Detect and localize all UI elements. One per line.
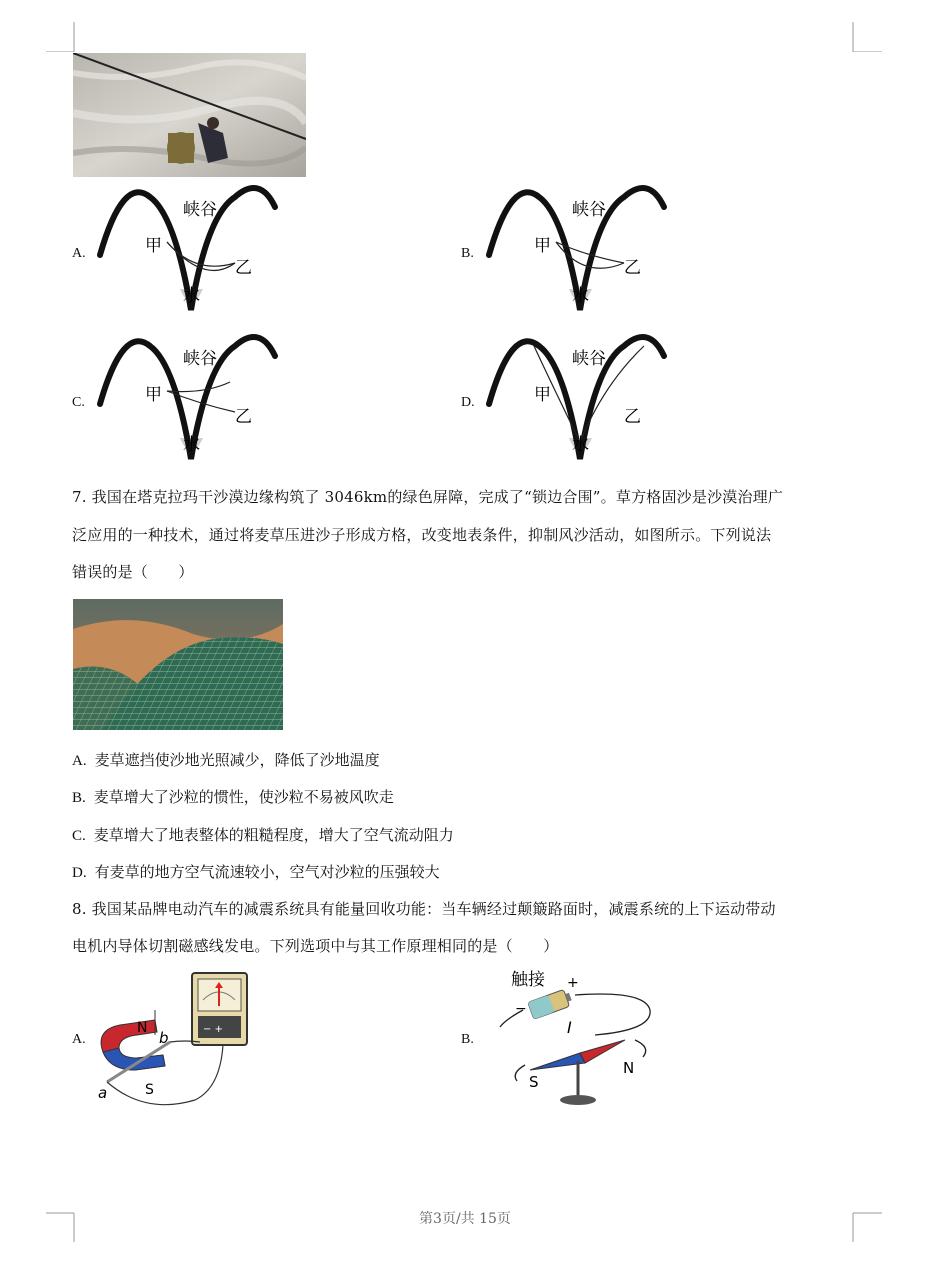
needle-s-label: S <box>529 1073 539 1091</box>
q8-line-2: 电机内导体切割磁感线发电。下列选项中与其工作原理相同的是（ ） <box>72 937 559 955</box>
q6-option-c-gorge-diagram <box>95 334 280 469</box>
point-yi-label: 乙 <box>235 407 252 427</box>
zipline-photo <box>73 53 306 177</box>
point-yi-label: 乙 <box>235 258 252 278</box>
battery-icon <box>528 988 574 1019</box>
svg-text:− +: − + <box>203 1024 223 1035</box>
water-label: 水 <box>572 435 589 455</box>
water-label: 水 <box>183 435 200 455</box>
q6-option-d-label[interactable]: D. <box>461 395 475 410</box>
q6-option-a-gorge-diagram <box>95 185 280 320</box>
choice-letter: B. <box>72 790 86 806</box>
choice-text: 麦草增大了地表整体的粗糙程度，增大了空气流动阻力 <box>93 826 454 844</box>
touch-label: 触接 <box>511 970 545 990</box>
q8-option-b-diagram <box>495 965 665 1115</box>
q6-option-b-gorge-diagram <box>484 185 669 320</box>
battery-minus-label: − <box>515 1001 527 1017</box>
page-footer: 第3页/共 15页 <box>419 1211 511 1227</box>
current-label: I <box>567 1018 572 1037</box>
q6-option-a-label[interactable]: A. <box>72 246 86 261</box>
q8-line-1: 8. 我国某品牌电动汽车的减震系统具有能量回收功能：当车辆经过颠簸路面时，减震系统的上下运动带动 <box>72 900 776 918</box>
gorge-label: 峡谷 <box>183 349 217 369</box>
q8-option-a-label[interactable]: A. <box>72 1032 86 1047</box>
q7-choice-c[interactable] <box>72 824 454 845</box>
q7-choice-b[interactable] <box>72 786 394 807</box>
point-jia-label: 甲 <box>145 236 162 256</box>
water-label: 水 <box>183 286 200 306</box>
q7-line-3: 错误的是（ ） <box>72 563 194 581</box>
q6-option-d-gorge-diagram <box>484 334 669 469</box>
needle-n-label: N <box>623 1059 635 1077</box>
rod-end-b-label: b <box>159 1029 169 1047</box>
choice-text: 麦草增大了沙粒的惯性，使沙粒不易被风吹走 <box>93 788 394 806</box>
corner-mark-top-right <box>852 22 882 52</box>
q7-line-2: 泛应用的一种技术，通过将麦草压进沙子形成方格，改变地表条件，抑制风沙活动，如图所示。下列说法 <box>72 526 772 544</box>
q7-line-1: 7. 我国在塔克拉玛干沙漠边缘构筑了 3046km的绿色屏障，完成了“锁边合围”。草方格固沙是沙漠治理广 <box>72 488 784 506</box>
choice-letter: C. <box>72 828 86 844</box>
point-jia-label: 甲 <box>145 385 162 405</box>
q8-option-b-label[interactable]: B. <box>461 1032 474 1047</box>
corner-mark-top-left <box>46 22 76 52</box>
rotation-arrow-icon <box>515 1065 525 1081</box>
grass-grid-photo <box>73 599 283 730</box>
choice-text: 麦草遮挡使沙地光照减少，降低了沙地温度 <box>94 751 380 769</box>
choice-letter: D. <box>72 865 87 881</box>
q6-option-c-label[interactable]: C. <box>72 395 85 410</box>
battery-plus-label: + <box>567 975 579 991</box>
q7-choice-d[interactable] <box>72 861 440 882</box>
point-yi-label: 乙 <box>624 407 641 427</box>
water-label: 水 <box>572 286 589 306</box>
q8-option-a-diagram <box>95 970 255 1110</box>
choice-text: 有麦草的地方空气流速较小，空气对沙粒的压强较大 <box>94 863 440 881</box>
gorge-label: 峡谷 <box>183 200 217 220</box>
gorge-label: 峡谷 <box>572 200 606 220</box>
q6-option-b-label[interactable]: B. <box>461 246 474 261</box>
q7-choice-a[interactable] <box>72 749 380 770</box>
rod-end-a-label: a <box>98 1084 108 1102</box>
choice-letter: A. <box>72 753 87 769</box>
magnet-n-label: N <box>137 1020 148 1036</box>
point-jia-label: 甲 <box>534 385 551 405</box>
point-jia-label: 甲 <box>534 236 551 256</box>
gorge-label: 峡谷 <box>572 349 606 369</box>
point-yi-label: 乙 <box>624 258 641 278</box>
magnet-s-label: S <box>145 1082 154 1098</box>
